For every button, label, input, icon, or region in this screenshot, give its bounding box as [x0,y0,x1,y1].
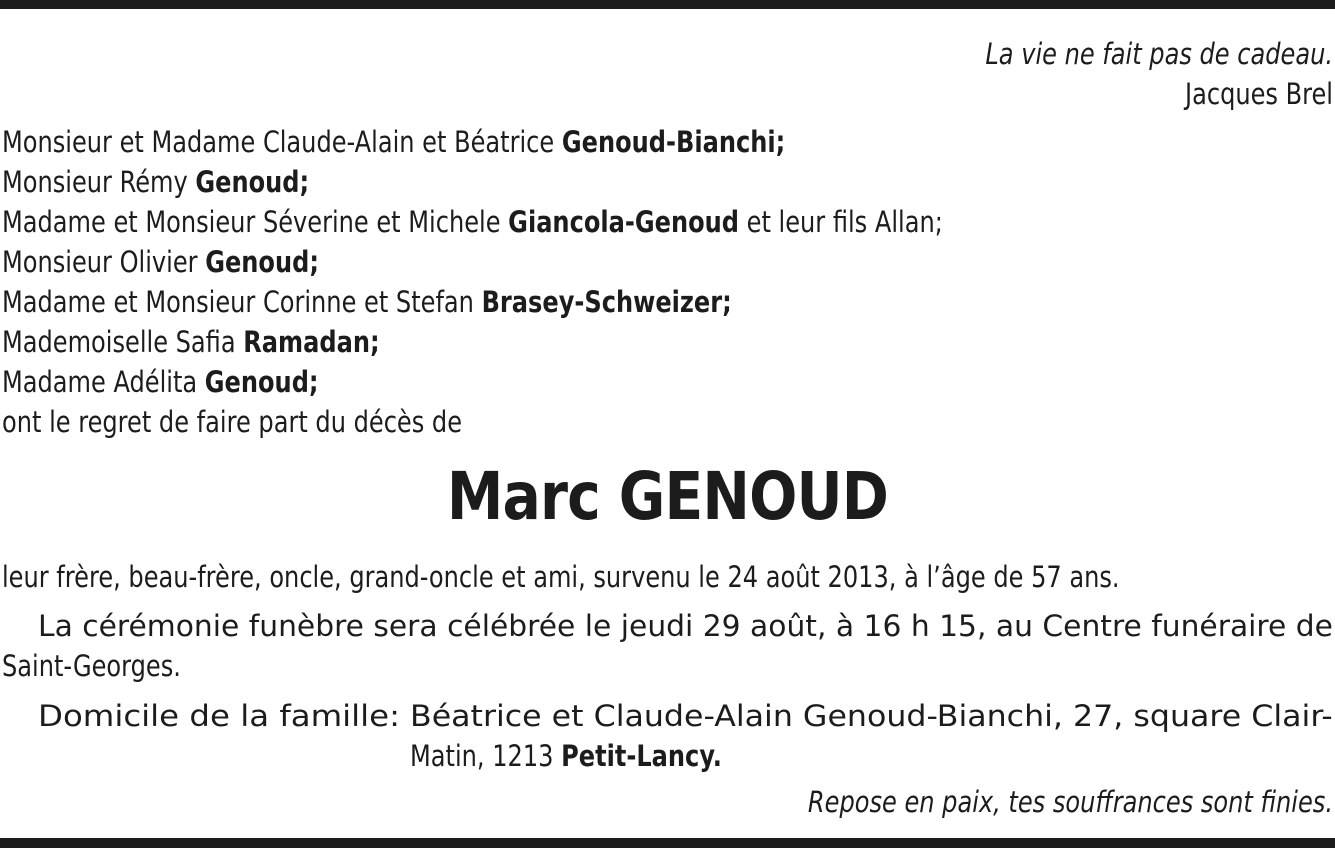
family-line: Mademoiselle Safia Ramadan; [2,325,380,359]
family-line: Madame et Monsieur Corinne et Stefan Brasey-Schweizer; [2,285,732,319]
family-line: Monsieur Olivier Genoud; [2,245,319,279]
quote-text: La vie ne fait pas de cadeau. [985,37,1333,71]
family-line: Madame et Monsieur Séverine et Michele Giancola-Genoud et leur fils Allan; [2,205,943,239]
closing-text: Repose en paix, tes souffrances sont finies. [807,785,1333,819]
ceremony-line: La cérémonie funèbre sera célébrée le jeudi 29 août, à 16 h 15, au Centre funéraire de [38,609,1333,643]
family-line: Monsieur Rémy Genoud; [2,165,310,199]
domicile-address: Matin, 1213 Petit-Lancy. [410,739,722,773]
top-rule [0,0,1335,9]
deceased-name: Marc GENOUD [446,458,889,535]
domicile-label: Domicile de la famille: [38,699,401,733]
announcement: ont le regret de faire part du décès de [2,405,463,439]
relation-text: leur frère, beau-frère, oncle, grand-oncle et ami, survenu le 24 août 2013, à l’âge de 57 ans. [2,560,1120,594]
ceremony-line: Saint-Georges. [2,649,181,683]
domicile-address: Béatrice et Claude-Alain Genoud-Bianchi, 27, square Clair- [410,699,1333,733]
quote-author: Jacques Brel [1185,77,1333,111]
bottom-rule [0,838,1335,848]
family-line: Madame Adélita Genoud; [2,365,319,399]
family-line: Monsieur et Madame Claude-Alain et Béatrice Genoud-Bianchi; [2,125,786,159]
